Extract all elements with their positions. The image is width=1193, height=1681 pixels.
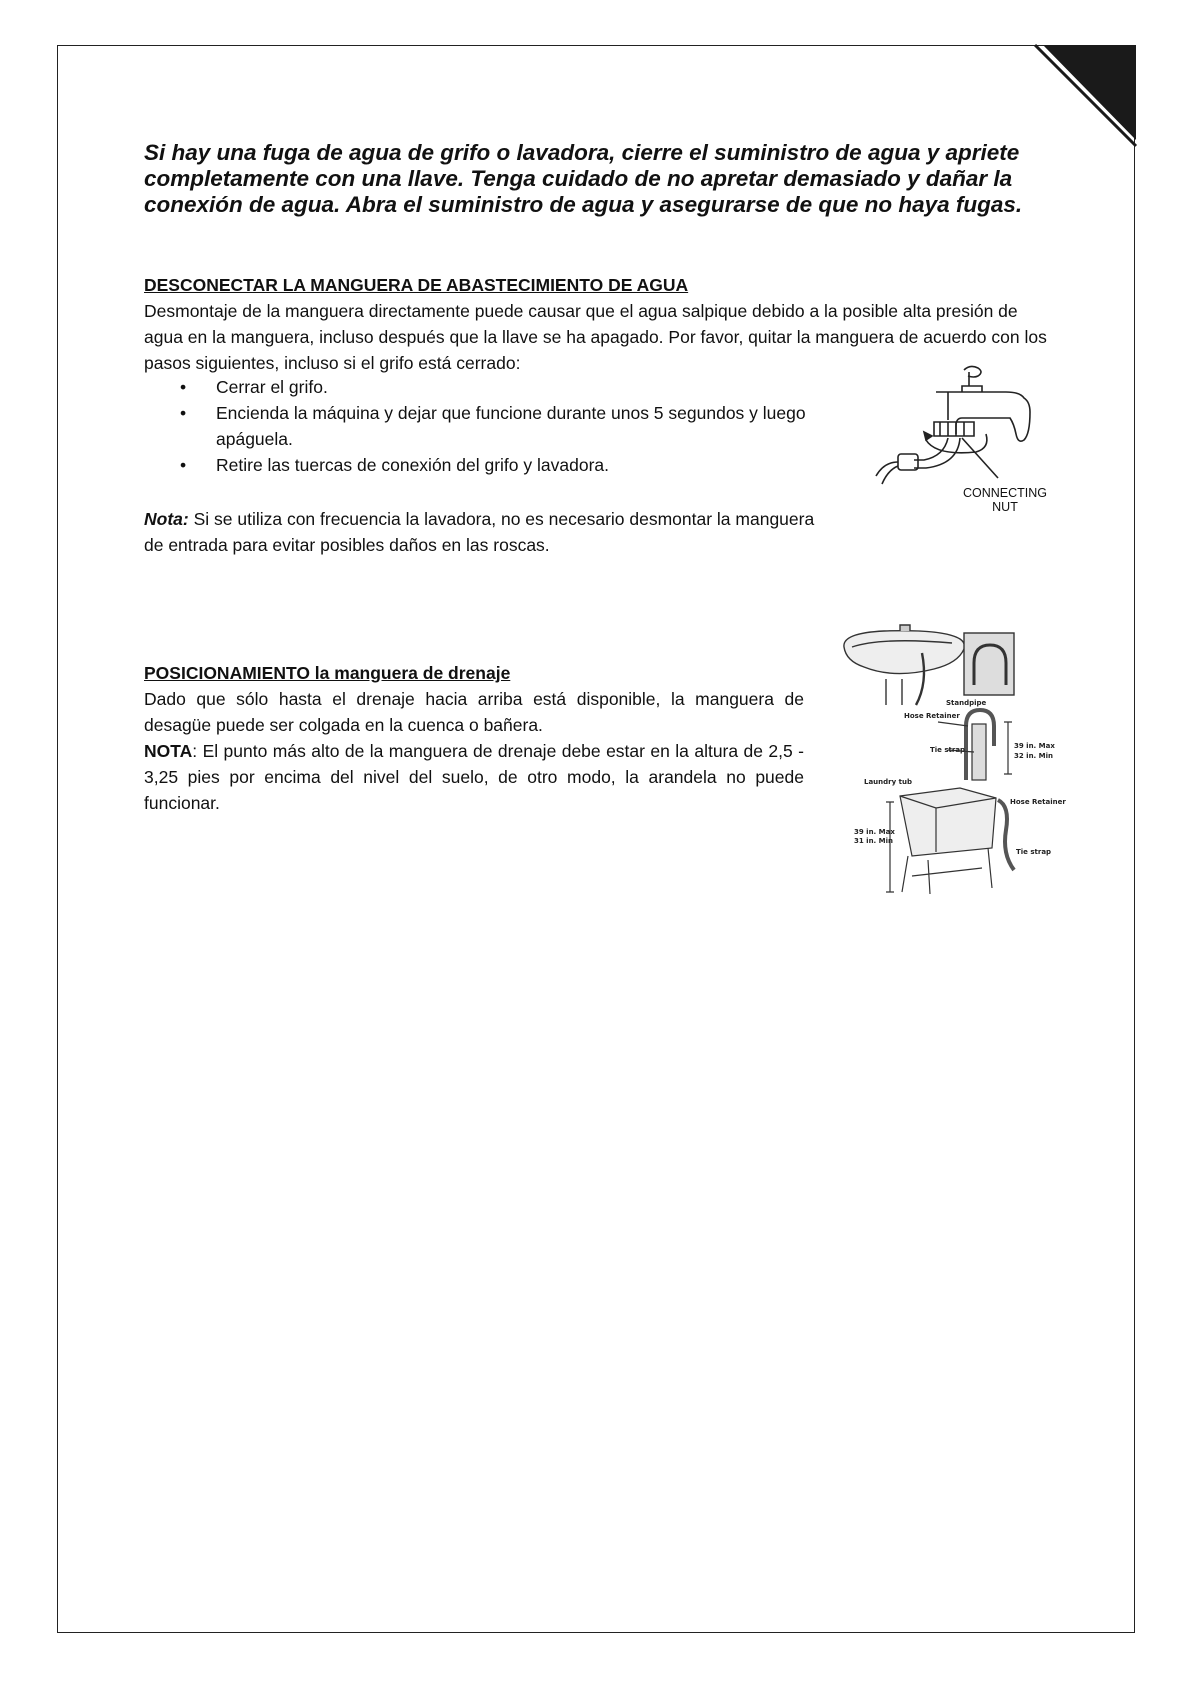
note-label: NOTA: [144, 741, 193, 761]
max-height-label: 39 in. Max: [854, 828, 895, 836]
standpipe-figure: [900, 699, 1055, 780]
tie-strap-label: Tie strap: [930, 746, 966, 754]
list-item: • Encienda la máquina y dejar que funcione durante unos 5 segundos y luego apáguela.: [180, 403, 806, 449]
max-height-label: 39 in. Max: [1014, 742, 1055, 750]
tie-strap-label: Tie strap: [1016, 848, 1052, 856]
disconnect-note: Nota: Si se utiliza con frecuencia la lavadora, no es necesario desmontar la manguera de entrada para evitar posibles daños en las roscas.: [144, 509, 815, 555]
section-heading-disconnect: DESCONECTAR LA MANGUERA DE ABASTECIMIENTO DE AGUA: [144, 275, 689, 295]
warning-text: Si hay una fuga de agua de grifo o lavadora, cierre el suministro de agua y apriete completamente con una llave. Tenga cuidado de no apretar demasiado y dañar la conexión de agua. Abra el suministro de agua y asegurarse de que no haya fugas.: [144, 140, 1023, 217]
note-label: Nota:: [144, 509, 189, 529]
drain-hose-note: NOTA: El punto más alto de la manguera de drenaje debe estar en la altura de 2,5 - 3,25 pies por encima del nivel del suelo, de otro modo, la arandela no puede funcionar.: [144, 741, 804, 813]
min-height-label: 31 in. Min: [854, 837, 894, 845]
connecting-nut-label: CONNECTING NUT: [962, 486, 1048, 514]
sink-drain-figure: [840, 623, 1020, 705]
drain-hose-paragraph: Dado que sólo hasta el drenaje hacia arriba está disponible, la manguera de desagüe puede ser colgada en la cuenca o bañera.: [144, 689, 804, 735]
min-height-label: 32 in. Min: [1014, 752, 1054, 760]
hose-retainer-label: Hose Retainer: [1010, 798, 1066, 806]
page-corner-fold-icon: [1035, 45, 1136, 146]
laundry-tub-figure: [848, 778, 1066, 900]
disconnect-steps-list: [144, 374, 864, 478]
standpipe-label: Standpipe: [946, 699, 987, 707]
list-item: • Cerrar el grifo.: [180, 377, 328, 397]
faucet-connecting-nut-figure: [876, 360, 1056, 500]
disconnect-intro: Desmontaje de la manguera directamente puede causar que el agua salpique debido a la posible alta presión de agua en la manguera, incluso después que la llave se ha apagado. Por favor, quitar la manguera de acuerdo con los pasos siguientes, incluso si el grifo está cerrado:: [144, 301, 1047, 373]
list-item: • Retire las tuercas de conexión del grifo y lavadora.: [180, 455, 609, 475]
section-heading-drain-hose: POSICIONAMIENTO la manguera de drenaje: [144, 663, 511, 683]
hose-retainer-label: Hose Retainer: [904, 712, 960, 720]
laundry-tub-label: Laundry tub: [864, 778, 912, 786]
